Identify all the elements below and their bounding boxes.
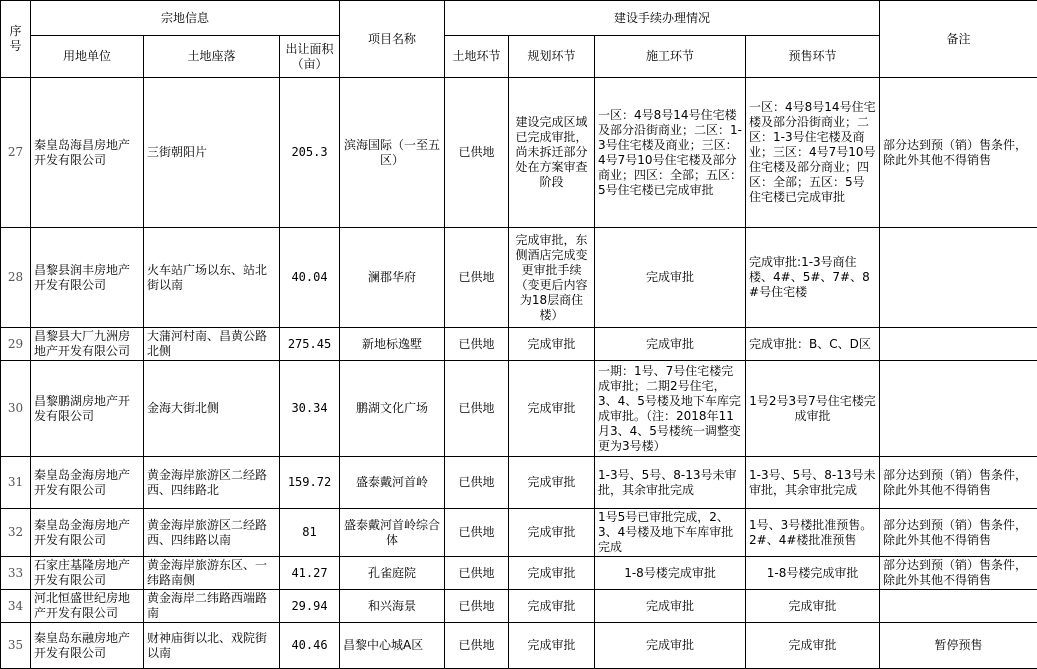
row-presale: 完成审批:1-3号商住楼、4#、5#、7#、8#号住宅楼 bbox=[746, 228, 880, 328]
row-seq: 34 bbox=[1, 590, 31, 623]
header-remark: 备注 bbox=[880, 1, 1037, 78]
row-presale: 1号、3号楼批准预售。2#、4#楼批准预售 bbox=[746, 509, 880, 557]
row-location: 黄金海岸旅游区二经路西、四纬路北 bbox=[144, 457, 280, 509]
row-location: 金海大街北侧 bbox=[144, 361, 280, 457]
row-area: 40.04 bbox=[280, 228, 340, 328]
header-land-stage: 土地环节 bbox=[445, 36, 509, 78]
row-unit: 河北恒盛世纪房地产开发有限公司 bbox=[31, 590, 144, 623]
row-area: 159.72 bbox=[280, 457, 340, 509]
row-remark: 部分达到预（销）售条件，除此外其他不得销售 bbox=[880, 457, 1037, 509]
header-location: 土地座落 bbox=[144, 36, 280, 78]
table-row bbox=[1, 328, 1037, 361]
row-area: 81 bbox=[280, 509, 340, 557]
row-plan: 完成审批 bbox=[509, 509, 595, 557]
row-area: 40.46 bbox=[280, 623, 340, 669]
row-remark: 部分达到预（销）售条件，除此外其他不得销售 bbox=[880, 557, 1037, 590]
row-area: 30.34 bbox=[280, 361, 340, 457]
row-unit: 昌黎鹏湖房地产开发有限公司 bbox=[31, 361, 144, 457]
row-location: 大蒲河村南、昌黄公路北侧 bbox=[144, 328, 280, 361]
row-seq: 33 bbox=[1, 557, 31, 590]
row-seq: 32 bbox=[1, 509, 31, 557]
row-remark bbox=[880, 328, 1037, 361]
header-unit: 用地单位 bbox=[31, 36, 144, 78]
row-remark: 暂停预售 bbox=[880, 623, 1037, 669]
row-remark bbox=[880, 590, 1037, 623]
row-project: 和兴海景 bbox=[340, 590, 445, 623]
header-project: 项目名称 bbox=[340, 1, 445, 78]
header-build-stage: 施工环节 bbox=[595, 36, 746, 78]
row-build: 1号5号已审批完成，2、3、4号楼及地下车库审批完成 bbox=[595, 509, 746, 557]
header-seq: 序号 bbox=[1, 1, 31, 78]
header-plan-stage: 规划环节 bbox=[509, 36, 595, 78]
row-area: 29.94 bbox=[280, 590, 340, 623]
row-unit: 昌黎县大厂九洲房地产开发有限公司 bbox=[31, 328, 144, 361]
row-build: 一期：1号、7号住宅楼完成审批；二期2号住宅，3、4、5号楼及地下车库完成审批。（注：2018年11月3、4、5号楼统一调整变更为3号楼） bbox=[595, 361, 746, 457]
row-remark: 部分达到预（销）售条件，除此外其他不得销售 bbox=[880, 78, 1037, 228]
row-land: 已供地 bbox=[445, 228, 509, 328]
row-plan: 完成审批 bbox=[509, 457, 595, 509]
row-project: 盛泰戴河首岭 bbox=[340, 457, 445, 509]
row-presale: 完成审批：B、C、D区 bbox=[746, 328, 880, 361]
row-land: 已供地 bbox=[445, 509, 509, 557]
row-presale: 1-8号楼完成审批 bbox=[746, 557, 880, 590]
row-seq: 29 bbox=[1, 328, 31, 361]
row-project: 盛泰戴河首岭综合体 bbox=[340, 509, 445, 557]
table-row bbox=[1, 557, 1037, 590]
row-build: 1-8号楼完成审批 bbox=[595, 557, 746, 590]
table-row bbox=[1, 361, 1037, 457]
row-remark bbox=[880, 228, 1037, 328]
row-presale: 一区：4号8号14号住宅楼及部分沿街商业；二区：1-3号住宅楼及商业；三区：4号7号10号住宅楼及部分商业；四区：全部；五区：5号住宅楼已完成审批 bbox=[746, 78, 880, 228]
row-build: 完成审批 bbox=[595, 623, 746, 669]
row-land: 已供地 bbox=[445, 590, 509, 623]
row-location: 黄金海岸旅游东区、一纬路南侧 bbox=[144, 557, 280, 590]
table-row bbox=[1, 509, 1037, 557]
header-presale-stage: 预售环节 bbox=[746, 36, 880, 78]
row-unit: 秦皇岛金海房地产开发有限公司 bbox=[31, 457, 144, 509]
row-unit: 秦皇岛东融房地产开发有限公司 bbox=[31, 623, 144, 669]
row-seq: 27 bbox=[1, 78, 31, 228]
row-area: 41.27 bbox=[280, 557, 340, 590]
row-location: 财神庙街以北、戏院街以南 bbox=[144, 623, 280, 669]
row-presale: 1号2号3号7号住宅楼完成审批 bbox=[746, 361, 880, 457]
row-seq: 30 bbox=[1, 361, 31, 457]
row-area: 205.3 bbox=[280, 78, 340, 228]
header-row-1 bbox=[1, 1, 1037, 36]
row-plan: 建设完成区域已完成审批，尚未拆迁部分处在方案审查阶段 bbox=[509, 78, 595, 228]
row-build: 完成审批 bbox=[595, 228, 746, 328]
row-land: 已供地 bbox=[445, 361, 509, 457]
row-land: 已供地 bbox=[445, 328, 509, 361]
row-remark bbox=[880, 361, 1037, 457]
row-seq: 28 bbox=[1, 228, 31, 328]
row-location: 三街朝阳片 bbox=[144, 78, 280, 228]
row-project: 鹏湖文化广场 bbox=[340, 361, 445, 457]
row-land: 已供地 bbox=[445, 78, 509, 228]
row-land: 已供地 bbox=[445, 623, 509, 669]
row-unit: 昌黎县润丰房地产开发有限公司 bbox=[31, 228, 144, 328]
row-unit: 石家庄基隆房地产开发有限公司 bbox=[31, 557, 144, 590]
row-area: 275.45 bbox=[280, 328, 340, 361]
row-plan: 完成审批，东侧酒店完成变更审批手续（变更后内容为18层商住楼） bbox=[509, 228, 595, 328]
row-build: 完成审批 bbox=[595, 328, 746, 361]
row-project: 新地标逸墅 bbox=[340, 328, 445, 361]
row-location: 黄金海岸旅游区二经路西、四纬路以南 bbox=[144, 509, 280, 557]
row-presale: 完成审批 bbox=[746, 623, 880, 669]
row-location: 火车站广场以东、站北街以南 bbox=[144, 228, 280, 328]
table-row bbox=[1, 457, 1037, 509]
row-build: 一区：4号8号14号住宅楼及部分沿街商业；二区：1-3号住宅楼及商业；三区：4号7号10号住宅楼及部分商业；四区：全部；五区：5号住宅楼已完成审批 bbox=[595, 78, 746, 228]
row-plan: 完成审批 bbox=[509, 557, 595, 590]
row-unit: 秦皇岛金海房地产开发有限公司 bbox=[31, 509, 144, 557]
header-land-info: 宗地信息 bbox=[31, 1, 340, 36]
row-project: 昌黎中心城A区 bbox=[340, 623, 445, 669]
table-row bbox=[1, 78, 1037, 228]
row-unit: 秦皇岛海昌房地产开发有限公司 bbox=[31, 78, 144, 228]
table-row bbox=[1, 228, 1037, 328]
row-location: 黄金海岸二纬路西端路南 bbox=[144, 590, 280, 623]
row-plan: 完成审批 bbox=[509, 328, 595, 361]
row-build: 完成审批 bbox=[595, 590, 746, 623]
row-seq: 35 bbox=[1, 623, 31, 669]
row-plan: 完成审批 bbox=[509, 361, 595, 457]
row-land: 已供地 bbox=[445, 457, 509, 509]
row-presale: 完成审批 bbox=[746, 590, 880, 623]
table-row bbox=[1, 590, 1037, 623]
row-presale: 1-3号、5号、8-13号未审批，其余审批完成 bbox=[746, 457, 880, 509]
row-build: 1-3号、5号、8-13号未审批，其余审批完成 bbox=[595, 457, 746, 509]
row-project: 滨海国际（一至五区） bbox=[340, 78, 445, 228]
row-plan: 完成审批 bbox=[509, 623, 595, 669]
row-remark: 部分达到预（销）售条件，除此外其他不得销售 bbox=[880, 509, 1037, 557]
header-area: 出让面积（亩） bbox=[280, 36, 340, 78]
header-process: 建设手续办理情况 bbox=[445, 1, 880, 36]
row-project: 孔雀庭院 bbox=[340, 557, 445, 590]
table-row bbox=[1, 623, 1037, 669]
row-seq: 31 bbox=[1, 457, 31, 509]
row-project: 澜郡华府 bbox=[340, 228, 445, 328]
row-plan: 完成审批 bbox=[509, 590, 595, 623]
row-land: 已供地 bbox=[445, 557, 509, 590]
